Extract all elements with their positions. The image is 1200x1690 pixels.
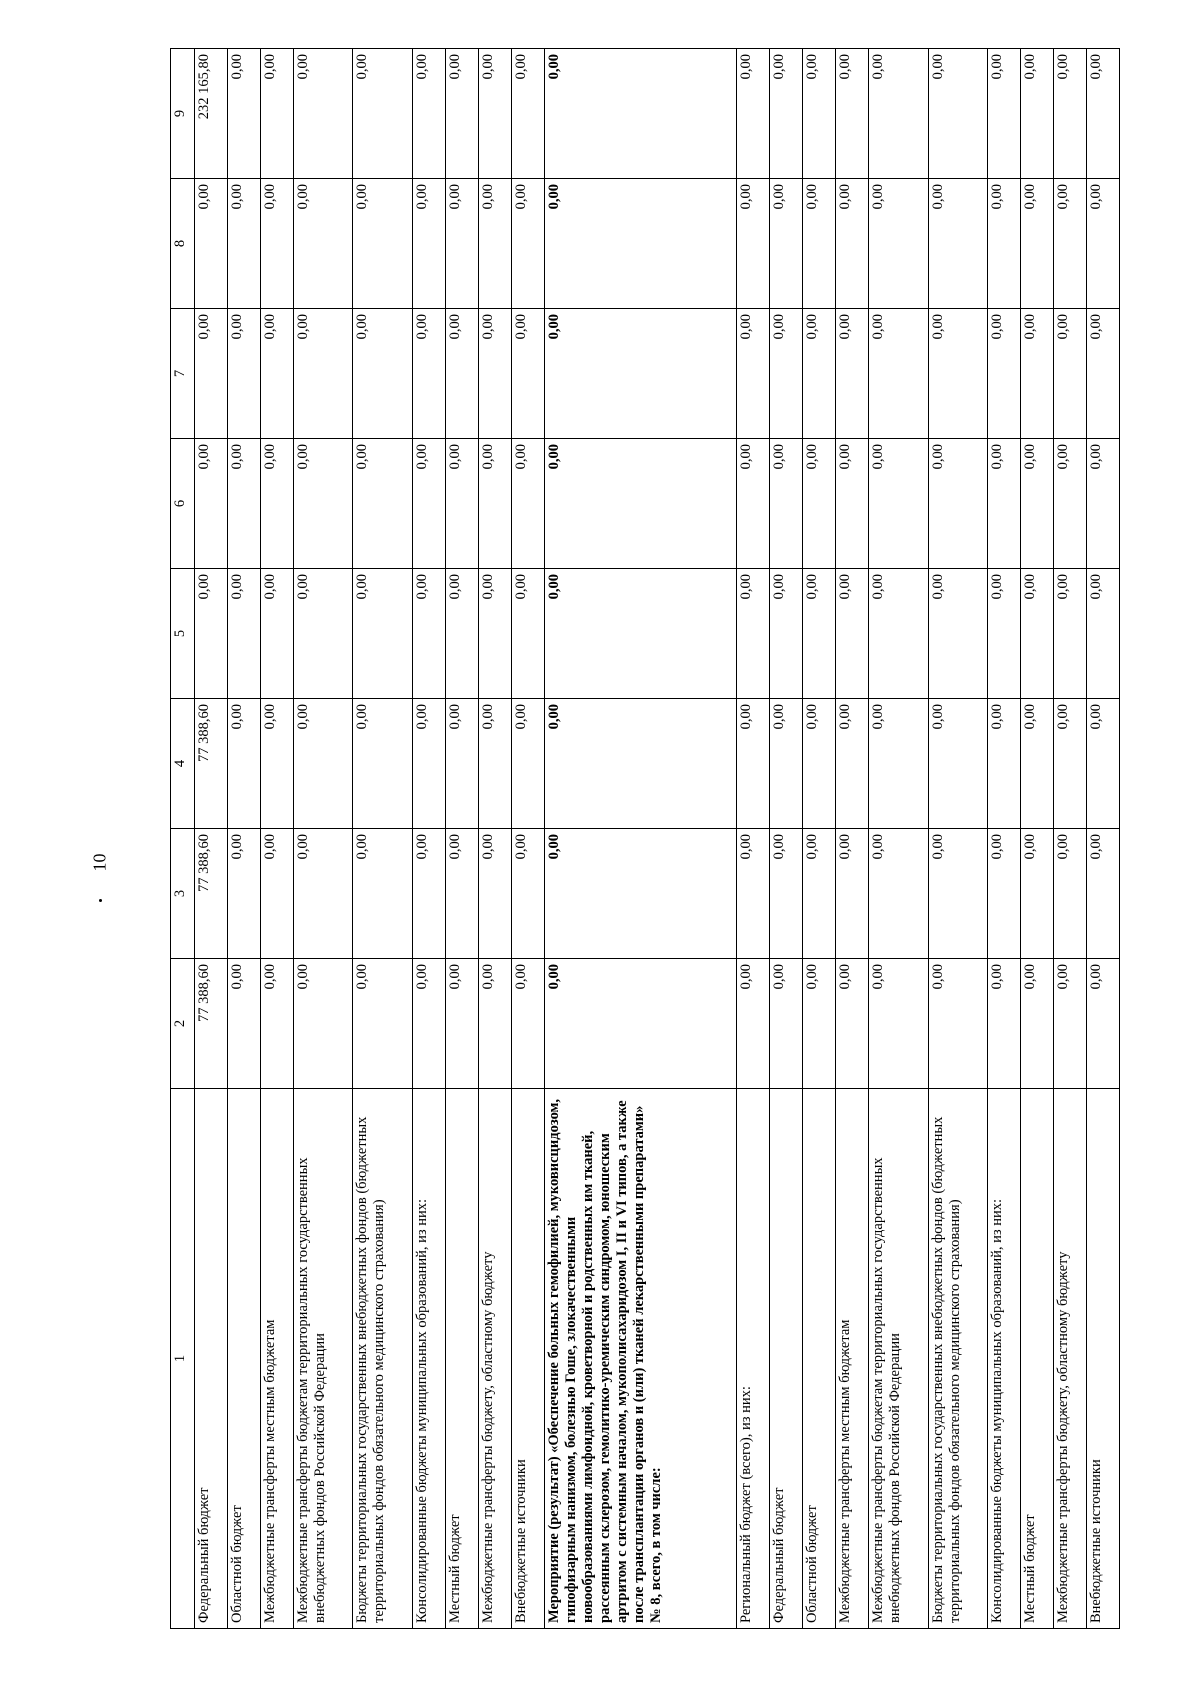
table-row — [293, 49, 353, 1629]
value-cell: 0,00 — [1086, 699, 1119, 829]
value-cell: 0,00 — [478, 959, 511, 1089]
value-cell: 0,00 — [1021, 699, 1054, 829]
value-cell: 0,00 — [478, 179, 511, 309]
value-cell: 0,00 — [478, 49, 511, 179]
value-cell: 0,00 — [803, 569, 836, 699]
row-label: Местный бюджет — [445, 1089, 478, 1629]
table-row — [770, 49, 803, 1629]
value-cell: 0,00 — [260, 439, 293, 569]
value-cell: 0,00 — [445, 959, 478, 1089]
value-cell: 0,00 — [353, 439, 413, 569]
value-cell: 0,00 — [928, 959, 988, 1089]
row-label: Местный бюджет — [1021, 1089, 1054, 1629]
value-cell: 0,00 — [353, 699, 413, 829]
budget-table — [170, 48, 1120, 1629]
value-cell: 0,00 — [928, 829, 988, 959]
value-cell: 0,00 — [1021, 309, 1054, 439]
value-cell: 0,00 — [260, 959, 293, 1089]
value-cell: 0,00 — [928, 439, 988, 569]
value-cell: 0,00 — [836, 699, 869, 829]
column-header: 7 — [171, 309, 195, 439]
table-row — [803, 49, 836, 1629]
value-cell: 0,00 — [445, 439, 478, 569]
value-cell: 0,00 — [770, 829, 803, 959]
value-cell: 0,00 — [353, 959, 413, 1089]
value-cell: 0,00 — [737, 569, 770, 699]
value-cell: 0,00 — [293, 959, 353, 1089]
column-header: 9 — [171, 49, 195, 179]
value-cell: 0,00 — [544, 959, 737, 1089]
value-cell: 0,00 — [1021, 569, 1054, 699]
value-cell: 0,00 — [770, 309, 803, 439]
value-cell: 0,00 — [988, 179, 1021, 309]
table-row — [1086, 49, 1119, 1629]
row-label: Консолидированные бюджеты муниципальных образований, из них: — [412, 1089, 445, 1629]
value-cell: 0,00 — [1021, 439, 1054, 569]
value-cell: 0,00 — [869, 959, 929, 1089]
row-label: Федеральный бюджет — [770, 1089, 803, 1629]
value-cell: 0,00 — [1054, 179, 1087, 309]
value-cell: 0,00 — [1021, 959, 1054, 1089]
value-cell: 0,00 — [511, 829, 544, 959]
table-row — [836, 49, 869, 1629]
value-cell: 0,00 — [478, 309, 511, 439]
value-cell: 0,00 — [1054, 309, 1087, 439]
value-cell: 0,00 — [195, 439, 228, 569]
value-cell: 0,00 — [445, 179, 478, 309]
value-cell: 0,00 — [195, 179, 228, 309]
value-cell: 0,00 — [1086, 179, 1119, 309]
value-cell: 0,00 — [803, 309, 836, 439]
value-cell: 0,00 — [770, 959, 803, 1089]
value-cell: 0,00 — [544, 699, 737, 829]
value-cell: 0,00 — [353, 829, 413, 959]
value-cell: 0,00 — [478, 439, 511, 569]
value-cell: 0,00 — [803, 699, 836, 829]
row-label: Межбюджетные трансферты бюджетам территориальных государственных внебюджетных фондов Российской Федерации — [293, 1089, 353, 1629]
row-label: Бюджеты территориальных государственных внебюджетных фондов (бюджетных территориальных фондов обязательного медицинского страхования) — [928, 1089, 988, 1629]
value-cell: 0,00 — [412, 959, 445, 1089]
value-cell: 0,00 — [544, 309, 737, 439]
value-cell: 0,00 — [293, 179, 353, 309]
table-row — [1021, 49, 1054, 1629]
value-cell: 0,00 — [988, 699, 1021, 829]
row-label: Внебюджетные источники — [511, 1089, 544, 1629]
table-row — [1054, 49, 1087, 1629]
value-cell: 0,00 — [544, 49, 737, 179]
row-label: Межбюджетные трансферты бюджетам территориальных государственных внебюджетных фондов Российской Федерации — [869, 1089, 929, 1629]
value-cell: 0,00 — [195, 309, 228, 439]
value-cell: 0,00 — [544, 829, 737, 959]
value-cell: 0,00 — [1086, 439, 1119, 569]
value-cell: 0,00 — [293, 569, 353, 699]
value-cell: 77 388,60 — [195, 699, 228, 829]
value-cell: 0,00 — [412, 49, 445, 179]
value-cell: 0,00 — [445, 309, 478, 439]
value-cell: 0,00 — [836, 49, 869, 179]
row-label: Межбюджетные трансферты бюджету, областному бюджету — [1054, 1089, 1087, 1629]
value-cell: 0,00 — [836, 959, 869, 1089]
value-cell: 0,00 — [544, 179, 737, 309]
value-cell: 0,00 — [770, 569, 803, 699]
value-cell: 0,00 — [1021, 49, 1054, 179]
value-cell: 0,00 — [511, 699, 544, 829]
value-cell: 0,00 — [836, 309, 869, 439]
value-cell: 0,00 — [293, 699, 353, 829]
value-cell: 0,00 — [836, 439, 869, 569]
value-cell: 0,00 — [737, 699, 770, 829]
table-row — [227, 49, 260, 1629]
value-cell: 0,00 — [511, 569, 544, 699]
table-row — [737, 49, 770, 1629]
value-cell: 0,00 — [227, 829, 260, 959]
value-cell: 0,00 — [353, 569, 413, 699]
value-cell: 0,00 — [412, 699, 445, 829]
header-row — [171, 49, 195, 1629]
value-cell: 0,00 — [869, 439, 929, 569]
row-label: Межбюджетные трансферты местным бюджетам — [836, 1089, 869, 1629]
table-body — [195, 49, 1120, 1629]
value-cell: 0,00 — [227, 439, 260, 569]
scan-speck — [99, 899, 102, 902]
table-row — [869, 49, 929, 1629]
value-cell: 0,00 — [803, 959, 836, 1089]
row-label: Областной бюджет — [227, 1089, 260, 1629]
table-row — [260, 49, 293, 1629]
value-cell: 0,00 — [988, 49, 1021, 179]
value-cell: 0,00 — [412, 179, 445, 309]
column-header: 1 — [171, 1089, 195, 1629]
column-header: 6 — [171, 439, 195, 569]
table-row — [511, 49, 544, 1629]
value-cell: 0,00 — [737, 309, 770, 439]
value-cell: 0,00 — [195, 569, 228, 699]
row-label: Межбюджетные трансферты бюджету, областному бюджету — [478, 1089, 511, 1629]
value-cell: 0,00 — [1054, 959, 1087, 1089]
value-cell: 0,00 — [227, 179, 260, 309]
value-cell: 0,00 — [836, 829, 869, 959]
value-cell: 0,00 — [1054, 439, 1087, 569]
value-cell: 0,00 — [803, 829, 836, 959]
value-cell: 0,00 — [770, 49, 803, 179]
rotated-table-container — [170, 49, 1120, 1629]
value-cell: 0,00 — [1054, 49, 1087, 179]
table-row — [445, 49, 478, 1629]
row-label: Мероприятие (результат) «Обеспечение больных гемофилией, муковисцидозом, гипофизарным нанизмом, болезнью Гоше, злокачественными новообразованиями лимфоидной, кроветворной и родственных им тканей, рассеянным склерозом, гемолитико-уремическим синдромом, юношеским артритом с системным началом, мукополисахаридозом I, II и VI типов, а также после трансплантации органов и (или) тканей лекарственными препаратами» № 8, всего, в том числе: — [544, 1089, 737, 1629]
value-cell: 0,00 — [869, 309, 929, 439]
value-cell: 0,00 — [353, 179, 413, 309]
value-cell: 0,00 — [869, 569, 929, 699]
table-row — [928, 49, 988, 1629]
value-cell: 0,00 — [293, 309, 353, 439]
value-cell: 0,00 — [511, 309, 544, 439]
value-cell: 0,00 — [260, 179, 293, 309]
value-cell: 0,00 — [445, 699, 478, 829]
value-cell: 0,00 — [803, 439, 836, 569]
value-cell: 0,00 — [511, 439, 544, 569]
value-cell: 0,00 — [737, 49, 770, 179]
value-cell: 0,00 — [412, 439, 445, 569]
value-cell: 0,00 — [988, 829, 1021, 959]
page-number: 10 — [89, 853, 110, 872]
value-cell: 0,00 — [544, 569, 737, 699]
value-cell: 0,00 — [260, 829, 293, 959]
row-label: Консолидированные бюджеты муниципальных образований, из них: — [988, 1089, 1021, 1629]
value-cell: 0,00 — [1086, 829, 1119, 959]
value-cell: 0,00 — [227, 49, 260, 179]
value-cell: 0,00 — [928, 49, 988, 179]
value-cell: 0,00 — [988, 439, 1021, 569]
value-cell: 77 388,60 — [195, 829, 228, 959]
table-row — [988, 49, 1021, 1629]
table-row — [353, 49, 413, 1629]
value-cell: 0,00 — [227, 699, 260, 829]
value-cell: 0,00 — [227, 309, 260, 439]
value-cell: 0,00 — [1021, 829, 1054, 959]
value-cell: 0,00 — [988, 959, 1021, 1089]
value-cell: 0,00 — [511, 959, 544, 1089]
row-label: Федеральный бюджет — [195, 1089, 228, 1629]
value-cell: 0,00 — [1086, 959, 1119, 1089]
value-cell: 0,00 — [293, 829, 353, 959]
table-row — [544, 49, 737, 1629]
column-header: 4 — [171, 699, 195, 829]
value-cell: 0,00 — [1054, 829, 1087, 959]
value-cell: 0,00 — [928, 179, 988, 309]
value-cell: 0,00 — [737, 829, 770, 959]
column-header: 8 — [171, 179, 195, 309]
row-label: Межбюджетные трансферты местным бюджетам — [260, 1089, 293, 1629]
column-header: 2 — [171, 959, 195, 1089]
row-label: Областной бюджет — [803, 1089, 836, 1629]
value-cell: 0,00 — [260, 49, 293, 179]
value-cell: 0,00 — [478, 699, 511, 829]
value-cell: 0,00 — [737, 959, 770, 1089]
value-cell: 0,00 — [544, 439, 737, 569]
row-label: Бюджеты территориальных государственных внебюджетных фондов (бюджетных территориальных фондов обязательного медицинского страхования) — [353, 1089, 413, 1629]
value-cell: 0,00 — [988, 309, 1021, 439]
value-cell: 0,00 — [227, 569, 260, 699]
value-cell: 0,00 — [770, 439, 803, 569]
value-cell: 0,00 — [869, 49, 929, 179]
value-cell: 0,00 — [227, 959, 260, 1089]
row-label: Региональный бюджет (всего), из них: — [737, 1089, 770, 1629]
value-cell: 0,00 — [928, 569, 988, 699]
value-cell: 0,00 — [1086, 309, 1119, 439]
value-cell: 0,00 — [1054, 569, 1087, 699]
value-cell: 0,00 — [836, 179, 869, 309]
value-cell: 0,00 — [260, 699, 293, 829]
value-cell: 0,00 — [511, 179, 544, 309]
value-cell: 0,00 — [260, 309, 293, 439]
value-cell: 77 388,60 — [195, 959, 228, 1089]
value-cell: 0,00 — [412, 309, 445, 439]
table-row — [412, 49, 445, 1629]
value-cell: 0,00 — [737, 179, 770, 309]
table-row — [478, 49, 511, 1629]
value-cell: 0,00 — [869, 179, 929, 309]
value-cell: 0,00 — [770, 699, 803, 829]
table-row — [195, 49, 228, 1629]
value-cell: 0,00 — [836, 569, 869, 699]
value-cell: 0,00 — [869, 829, 929, 959]
value-cell: 0,00 — [928, 699, 988, 829]
value-cell: 0,00 — [478, 829, 511, 959]
value-cell: 0,00 — [1054, 699, 1087, 829]
value-cell: 0,00 — [770, 179, 803, 309]
value-cell: 0,00 — [293, 439, 353, 569]
value-cell: 0,00 — [511, 49, 544, 179]
value-cell: 0,00 — [478, 569, 511, 699]
value-cell: 0,00 — [988, 569, 1021, 699]
value-cell: 0,00 — [445, 569, 478, 699]
value-cell: 0,00 — [928, 309, 988, 439]
value-cell: 0,00 — [445, 829, 478, 959]
value-cell: 232 165,80 — [195, 49, 228, 179]
value-cell: 0,00 — [803, 49, 836, 179]
value-cell: 0,00 — [412, 829, 445, 959]
row-label: Внебюджетные источники — [1086, 1089, 1119, 1629]
value-cell: 0,00 — [445, 49, 478, 179]
value-cell: 0,00 — [869, 699, 929, 829]
column-header: 5 — [171, 569, 195, 699]
value-cell: 0,00 — [353, 309, 413, 439]
value-cell: 0,00 — [1086, 569, 1119, 699]
value-cell: 0,00 — [803, 179, 836, 309]
column-header: 3 — [171, 829, 195, 959]
value-cell: 0,00 — [353, 49, 413, 179]
value-cell: 0,00 — [260, 569, 293, 699]
value-cell: 0,00 — [412, 569, 445, 699]
value-cell: 0,00 — [737, 439, 770, 569]
value-cell: 0,00 — [1021, 179, 1054, 309]
value-cell: 0,00 — [293, 49, 353, 179]
value-cell: 0,00 — [1086, 49, 1119, 179]
